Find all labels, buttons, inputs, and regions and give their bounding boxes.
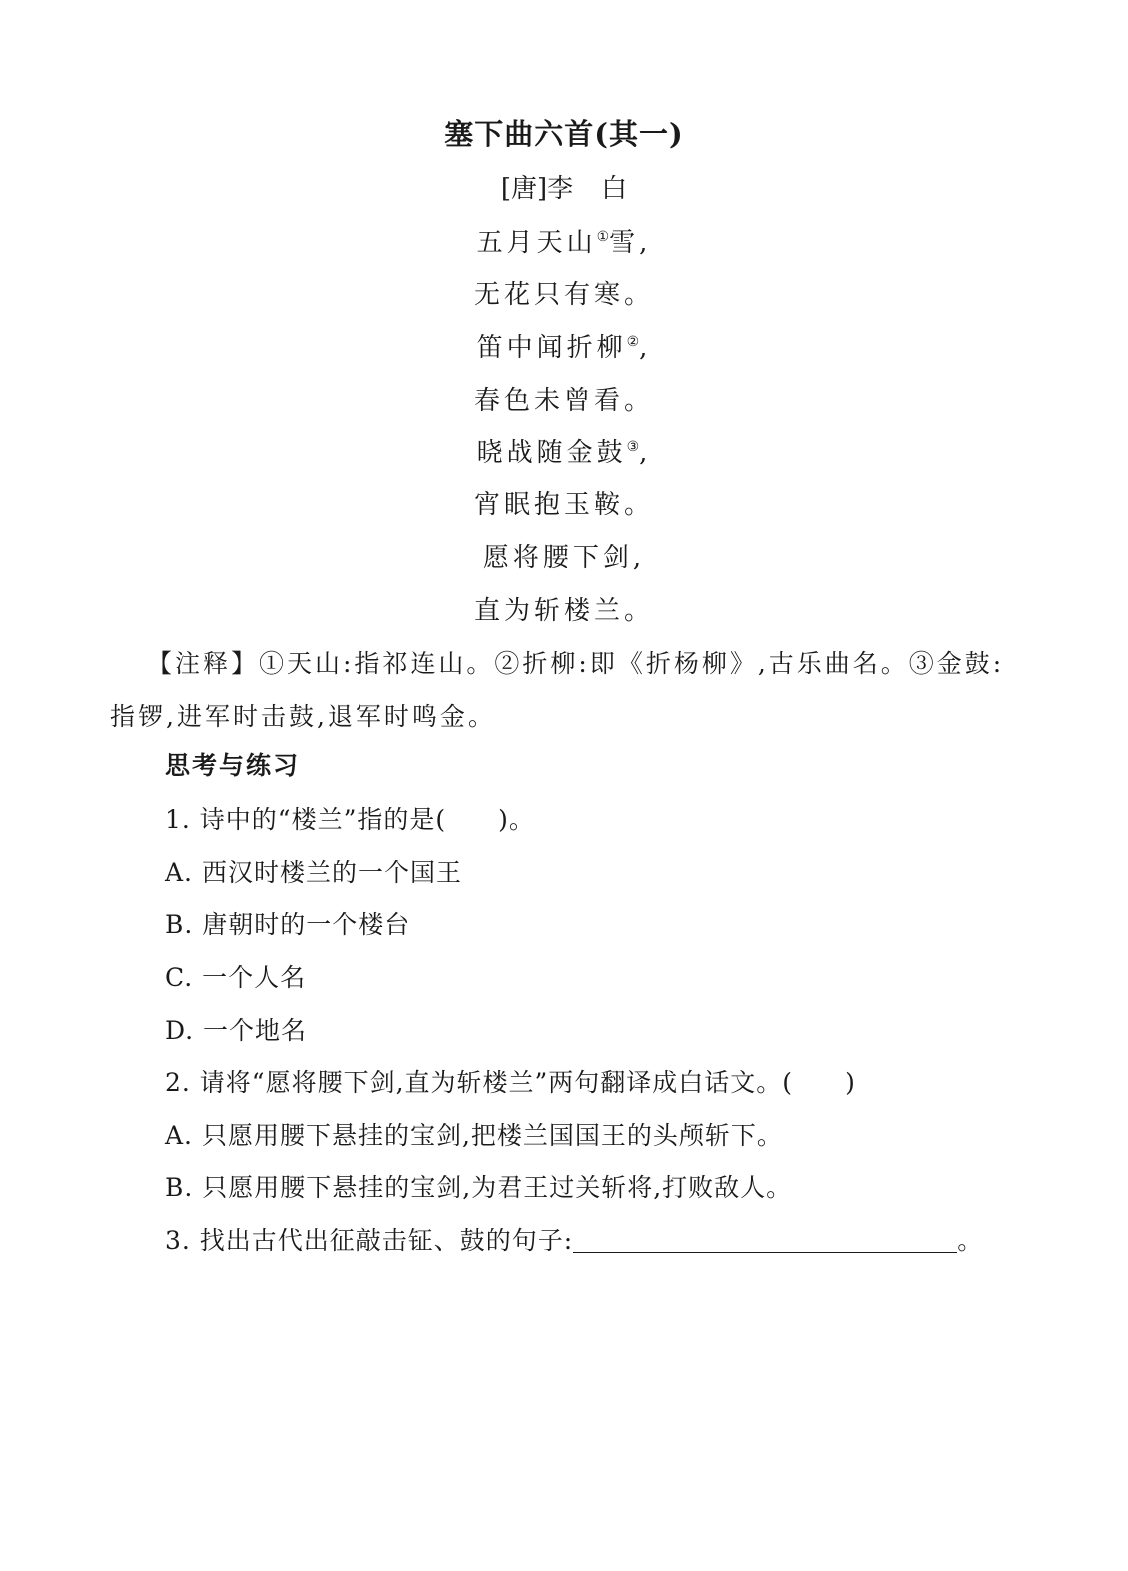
poem-line-6: 宵眠抱玉鞍。: [473, 490, 654, 520]
poem-line-7: 愿将腰下剑,: [482, 543, 646, 573]
author-dynasty: [唐]李: [500, 174, 574, 204]
notes-line-2: 指锣,进军时击鼓,退军时鸣金。: [110, 702, 496, 731]
poem-line-2: 无花只有寒。: [473, 280, 654, 310]
question-1-option-d: D. 一个地名: [165, 1016, 308, 1045]
exercises-heading: 思考与练习: [165, 751, 301, 780]
poem-line-8: 直为斩楼兰。: [473, 596, 654, 626]
question-1-option-b: B. 唐朝时的一个楼台: [165, 910, 411, 939]
notes-line-1: 【注释】①天山:指祁连山。②折柳:即《折杨柳》,古乐曲名。③金鼓:: [147, 649, 1005, 678]
question-3-end: 。: [957, 1226, 984, 1255]
poem-author: [0, 168, 1128, 205]
poem-line-1: 五月天山①雪,: [476, 228, 652, 258]
poem-line-5: 晓战随金鼓③,: [476, 438, 652, 468]
question-2-option-b: B. 只愿用腰下悬挂的宝剑,为君王过关斩将,打败敌人。: [165, 1173, 793, 1202]
poem-line-4: 春色未曾看。: [473, 386, 654, 416]
question-3: [165, 1221, 983, 1257]
question-2-option-a: A. 只愿用腰下悬挂的宝剑,把楼兰国国王的头颅斩下。: [165, 1121, 783, 1150]
question-3-prompt: 3. 找出古代出征敲击钲、鼓的句子:: [165, 1226, 574, 1255]
question-1: 1. 诗中的“楼兰”指的是( )。: [165, 805, 535, 834]
question-3-answer-blank[interactable]: [573, 1228, 957, 1253]
author-given-name: 白: [601, 174, 628, 204]
footnote-mark-2: ②: [626, 334, 640, 350]
poem-line-3: 笛中闻折柳②,: [476, 333, 652, 363]
question-1-option-a: A. 西汉时楼兰的一个国王: [165, 858, 462, 887]
question-1-option-c: C. 一个人名: [165, 963, 307, 992]
footnote-mark-1: ①: [596, 229, 610, 245]
question-2: 2. 请将“愿将腰下剑,直为斩楼兰”两句翻译成白话文。( ): [165, 1068, 856, 1097]
footnote-mark-3: ③: [626, 439, 640, 455]
poem-title: 塞下曲六首(其一): [444, 117, 684, 151]
